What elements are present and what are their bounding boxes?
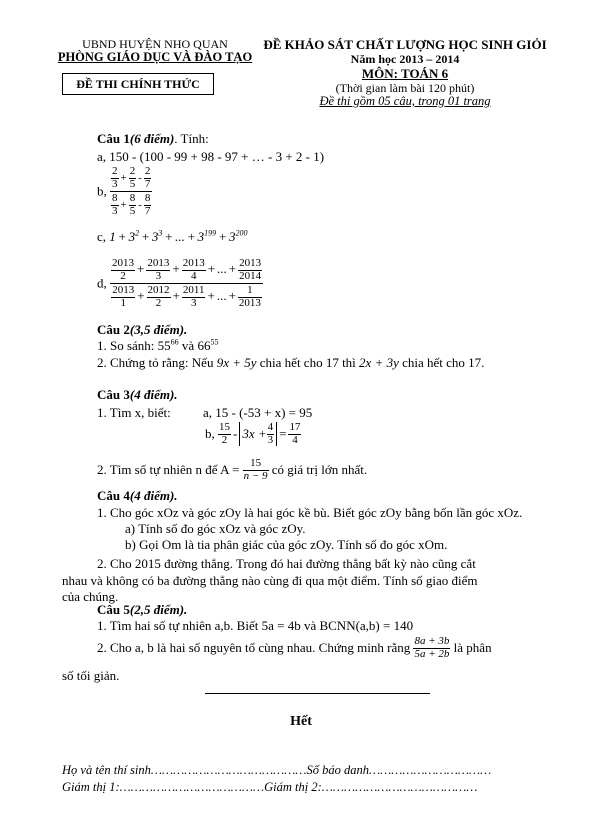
q1-title: Câu 1 <box>97 131 130 146</box>
q1c-t2: 3 <box>128 229 136 244</box>
q1d-dots2: ... <box>216 288 227 304</box>
q2-item2-expr1: 9x + 5y <box>216 355 257 370</box>
q1d-op2: + <box>172 261 180 277</box>
exam-title: ĐỀ KHẢO SÁT CHẤT LƯỢNG HỌC SINH GIỎI <box>263 37 547 52</box>
q5-title: Câu 5 <box>97 602 130 617</box>
q1d-op4: + <box>228 261 237 277</box>
q1b-op1: + <box>120 172 127 185</box>
q1c-op1: + <box>117 229 127 244</box>
q3-item2 <box>97 458 367 482</box>
q5-item2-num: 8a + 3b <box>414 635 450 647</box>
q1d-n5: 2013 <box>112 284 135 297</box>
q3-b-f1-den: 2 <box>221 433 228 446</box>
q4-points: (4 điểm). <box>129 488 178 503</box>
q3-b-f2-num: 4 <box>267 421 274 433</box>
q4-item1a: a) Tính số đo góc xOz và góc zOy. <box>125 521 306 536</box>
q1b-label: b, <box>97 183 107 199</box>
q1d-n4: 2013 <box>239 257 262 269</box>
q1d-op3: + <box>207 261 216 277</box>
q3-b-abs-pre: 3x + <box>242 426 267 442</box>
q3-b-f2-den: 3 <box>267 433 274 446</box>
q1d-d6: 2 <box>155 296 162 309</box>
q2-title: Câu 2 <box>97 322 130 337</box>
q2-item1-mid: và 66 <box>178 338 211 353</box>
q3-item1-prefix: 1. Tìm x, biết: <box>97 405 171 420</box>
q5-item2 <box>97 636 492 660</box>
q1b-n3: 2 <box>144 165 151 177</box>
office-name: PHÒNG GIÁO DỤC VÀ ĐÀO TẠO <box>57 50 253 64</box>
q5-item1: 1. Tìm hai số tự nhiên a,b. Biết 5a = 4b và BCNN(a,b) = 140 <box>97 618 414 633</box>
q4-item2-line2: nhau và không có ba đường thẳng nào cùng đi qua một điểm. Tính số giao điểm <box>62 573 478 588</box>
q1c-t5: 3 <box>228 229 236 244</box>
q4-item2-line3: của chúng. <box>62 589 119 604</box>
q1d-n1: 2013 <box>112 257 134 269</box>
q1d-d3: 4 <box>190 269 197 282</box>
department-name: UBND HUYỆN NHO QUAN <box>82 37 228 51</box>
q3-item2-suffix: có giá trị lớn nhất. <box>271 462 368 478</box>
official-exam-box: ĐỀ THI CHÍNH THỨC <box>62 73 214 95</box>
q1c-e3: 3 <box>158 228 163 238</box>
duration: (Thời gian làm bài 120 phút) <box>335 81 475 95</box>
q3-b <box>205 422 301 446</box>
q2-heading <box>97 322 187 338</box>
q2-item2-mid: chia hết cho 17 thì <box>256 355 360 370</box>
q1d-op1: + <box>137 261 145 277</box>
q1c-op4: + <box>186 229 196 244</box>
q1b-d4: 3 <box>112 204 118 217</box>
q1c-e4: 199 <box>204 228 217 238</box>
q1c-op2: + <box>141 229 150 244</box>
q4-item1b: b) Gọi Om là tia phân giác của góc zOy. Tính số đo góc xOm. <box>125 537 448 552</box>
q1d-d5: 1 <box>120 296 126 309</box>
q3-title: Câu 3 <box>97 387 130 402</box>
q1d-d8: 2013 <box>238 296 261 309</box>
q1d-d2: 3 <box>155 269 162 282</box>
divider-line <box>205 693 430 694</box>
q5-heading <box>97 602 187 618</box>
q4-heading <box>97 488 178 504</box>
q1c-t1: 1 <box>109 229 116 244</box>
q5-item2-suffix: là phân <box>453 640 492 656</box>
q1c-t3: 3 <box>151 229 159 244</box>
q1b-d3: 7 <box>144 177 151 190</box>
q2-item1-exp1: 66 <box>170 337 179 347</box>
q1a-label: a, <box>97 149 107 164</box>
q1d-n6: 2012 <box>147 284 170 297</box>
q1b-n1: 2 <box>112 165 118 177</box>
q1b-op4: - <box>138 199 142 212</box>
q1b-n2: 2 <box>129 165 136 177</box>
q2-points: (3,5 điểm). <box>129 322 188 337</box>
q3-item2-num: 15 <box>243 458 269 471</box>
q3-b-abs <box>239 422 277 446</box>
q3-item2-prefix: 2. Tìm số tự nhiên n để A = <box>97 462 240 478</box>
q3-b-label: b, <box>205 426 215 442</box>
q1c-e5: 200 <box>235 228 248 238</box>
q5-item2-line2: số tối giản. <box>62 668 120 683</box>
q2-item2-suffix: chia hết cho 17. <box>398 355 485 370</box>
q3-heading <box>97 387 178 403</box>
q3-item2-den: n − 9 <box>243 469 268 482</box>
candidate-info-line: Họ và tên thí sinh……………………………………Số báo danh…………………………… <box>62 763 492 777</box>
q1c-label: c, <box>97 229 107 244</box>
q1d-op8: + <box>228 288 236 304</box>
q1d-d1: 2 <box>120 269 126 282</box>
q3-a: a, 15 - (-53 + x) = 95 <box>203 405 313 420</box>
q2-item1-exp2: 55 <box>210 337 219 347</box>
q1-points: (6 điểm) <box>129 131 175 146</box>
q1b-d5: 5 <box>129 204 136 217</box>
q3-points: (4 điểm). <box>129 387 178 402</box>
q1-heading <box>97 131 209 147</box>
q1d-d4: 2014 <box>239 269 262 282</box>
q1c-op5: + <box>218 229 227 244</box>
q5-item2-prefix: 2. Cho a, b là hai số nguyên tố cùng nhau. Chứng minh rằng <box>97 640 411 656</box>
q1d-n8: 1 <box>238 285 262 298</box>
q1d-n2: 2013 <box>147 257 170 269</box>
q3-b-minus: - <box>233 426 238 442</box>
q2-item1-prefix: 1. So sánh: 55 <box>97 338 171 353</box>
q3-b-f3-den: 4 <box>292 433 298 446</box>
subject: MÔN: TOÁN 6 <box>361 66 449 81</box>
q4-title: Câu 4 <box>97 488 130 503</box>
q1a-expr: 150 - (100 - 99 + 98 - 97 + … - 3 + 2 - 1) <box>109 149 325 164</box>
q3-b-f1-num: 15 <box>219 421 230 433</box>
supervisor-line: Giám thị 1:…………………………………Giám thị 2:…………………………………… <box>62 780 478 794</box>
q1b-n5: 8 <box>129 192 136 205</box>
q1b-n6: 8 <box>144 192 151 205</box>
q1d-op6: + <box>172 288 180 304</box>
q1-instruction: . Tính: <box>174 131 209 146</box>
q1a <box>97 149 324 165</box>
pages-note: Đề thi gồm 05 câu, trong 01 trang <box>319 94 491 108</box>
q1b-d6: 7 <box>144 204 151 217</box>
q1c-expr <box>109 229 247 244</box>
q4-item2-line1: 2. Cho 2015 đường thẳng. Trong đó hai đường thẳng bất kỳ nào cũng cắt <box>97 556 476 571</box>
q1d-n7: 2011 <box>182 284 205 297</box>
q1b-fraction <box>110 166 152 217</box>
q4-item1: 1. Cho góc xOz và góc zOy là hai góc kề bù. Biết góc zOy bằng bốn lần góc xOz. <box>97 505 523 520</box>
q1c-op3: + <box>164 229 174 244</box>
q3-b-f3-num: 17 <box>289 421 301 433</box>
school-year: Năm học 2013 – 2014 <box>350 52 460 66</box>
q1b-d2: 5 <box>129 177 136 190</box>
q5-item2-den: 5a + 2b <box>414 647 450 660</box>
q1d-n3: 2013 <box>182 257 205 269</box>
q1d-label: d, <box>97 275 107 291</box>
q2-item2 <box>97 355 484 371</box>
q5-points: (2,5 điểm). <box>129 602 188 617</box>
q1c-e2: 2 <box>135 228 140 238</box>
q1b-n4: 8 <box>112 192 118 205</box>
q1b-op2: - <box>138 172 142 185</box>
q1b <box>97 166 152 217</box>
q1c <box>97 229 247 245</box>
end-marker: Hết <box>290 714 312 729</box>
q1b-d1: 3 <box>112 177 118 190</box>
q1b-op3: + <box>120 199 127 212</box>
q1d-op7: + <box>207 288 215 304</box>
q1d-fraction <box>110 258 263 309</box>
q2-item2-prefix: 2. Chứng tỏ rằng: Nếu <box>97 355 217 370</box>
q1c-dots: ... <box>175 229 185 244</box>
q2-item1 <box>97 338 218 354</box>
q1d-dots1: ... <box>217 261 227 277</box>
q1d <box>97 258 263 309</box>
q1c-t4: 3 <box>197 229 205 244</box>
q1d-d7: 3 <box>190 296 197 309</box>
q1d-op5: + <box>137 288 145 304</box>
q3-b-eq: = <box>279 426 287 442</box>
q2-item2-expr2: 2x + 3y <box>359 355 399 370</box>
